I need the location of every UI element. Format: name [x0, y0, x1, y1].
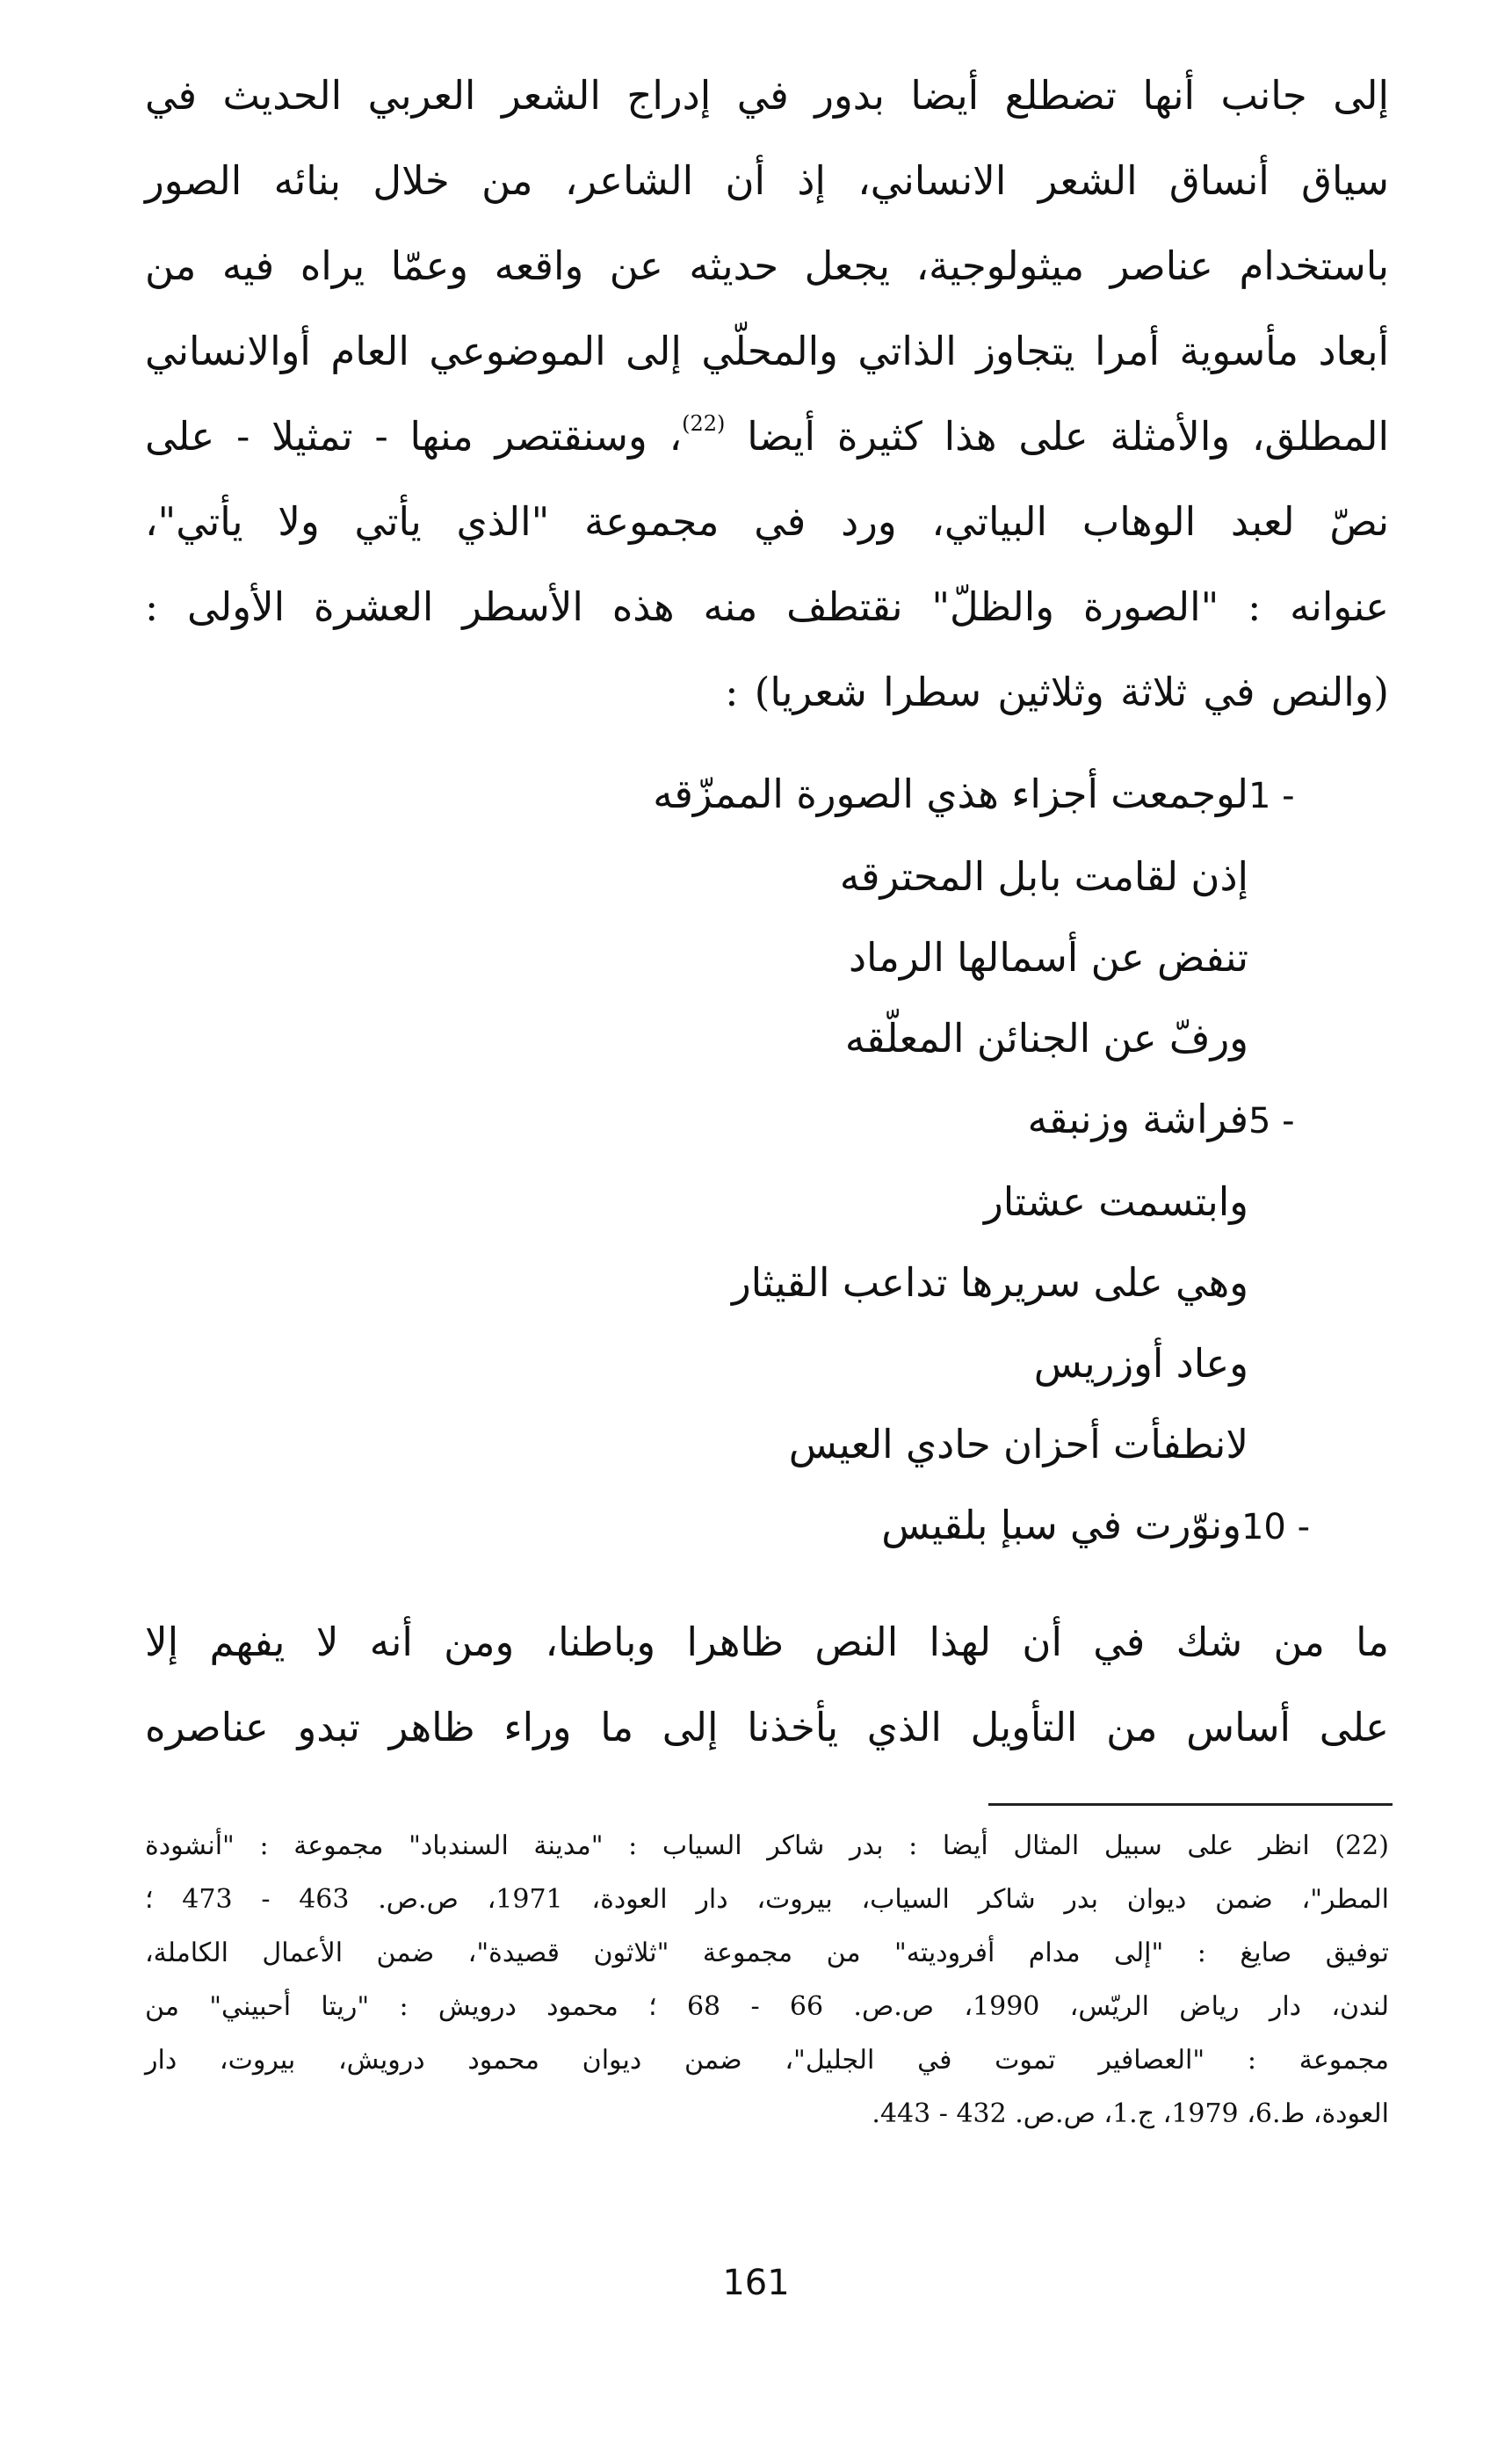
body-line-with-note — [145, 394, 1389, 479]
body-line: إلى جانب أنها تضطلع أيضا بدور في إدراج الشعر العربي الحديث في — [145, 72, 1389, 119]
footnote-line: مجموعة : "العصافير تموت في الجليل"، ضمن ديوان محمود درويش، بيروت، دار — [145, 2045, 1389, 2076]
poem-verse — [519, 754, 1310, 837]
verse-text: ورفّ عن الجنائن المعلّقه — [844, 1015, 1248, 1062]
body-fragment: المطلق، والأمثلة على هذا كثيرة أيضا — [747, 413, 1389, 460]
verse-number: 1 - — [1248, 776, 1295, 816]
body-line: باستخدام عناصر ميثولوجية، يجعل حديثه عن واقعه وعمّا يراه فيه من — [145, 243, 1389, 289]
body-text-bottom — [145, 1599, 1389, 1770]
verse-text: لانطفأت أحزان حادي العيس — [788, 1421, 1248, 1467]
body-text-top — [145, 53, 1389, 735]
footnote-line: توفيق صايغ : "إلى مدام أفروديته" من مجموعة "ثلاثون قصيدة"، ضمن الأعمال الكاملة، — [145, 1938, 1389, 1968]
poem-verse — [519, 1404, 1310, 1485]
footnote-line: المطر"، ضمن ديوان بدر شاكر السياب، بيروت، دار العودة، 1971، ص.ص. 463 - 473 ؛ — [145, 1884, 1389, 1915]
verse-number: 5 - — [1248, 1101, 1295, 1141]
verse-text: وابتسمت عشتار — [983, 1178, 1248, 1225]
page-number: 161 — [722, 2263, 790, 2303]
body-fragment: ، وسنقتصر منها - تمثيلا - على — [145, 413, 683, 460]
verse-text: وهي على سريرها تداعب القيثار — [731, 1259, 1248, 1306]
verse-number: 10 - — [1241, 1507, 1310, 1547]
poem-verse — [519, 1079, 1310, 1162]
body-line: ما من شك في أن لهذا النص ظاهرا وباطنا، ومن أنه لا يفهم إلا — [145, 1619, 1389, 1665]
verse-text: لوجمعت أجزاء هذي الصورة الممزّقه — [653, 771, 1248, 817]
body-line: عنوانه : "الصورة والظلّ" نقتطف منه هذه الأسطر العشرة الأولى : — [145, 583, 1389, 630]
footnote-line: العودة، ط.6، 1979، ج.1، ص.ص. 432 - 443. — [872, 2098, 1389, 2129]
footnote-line: (22) انظر على سبيل المثال أيضا : بدر شاكر السياب : "مدينة السندباد" مجموعة : "أنشودة — [145, 1830, 1389, 1861]
footnote-divider — [988, 1803, 1393, 1806]
body-line: (والنص في ثلاثة وثلاثين سطرا شعريا) : — [725, 669, 1389, 715]
poem-excerpt — [519, 754, 1310, 1568]
body-line: على أساس من التأويل الذي يأخذنا إلى ما وراء ظاهر تبدو عناصره — [145, 1704, 1389, 1750]
verse-text: فراشة وزنبقه — [1027, 1096, 1248, 1142]
poem-verse — [519, 917, 1310, 998]
body-line: نصّ لعبد الوهاب البياتي، ورد في مجموعة "الذي يأتي ولا يأتي"، — [145, 498, 1389, 545]
verse-text: إذن لقامت بابل المحترقه — [839, 853, 1248, 900]
poem-verse — [519, 1323, 1310, 1404]
verse-text: ونوّرت في سبإ بلقيس — [881, 1502, 1241, 1548]
verse-text: تنفض عن أسمالها الرماد — [848, 934, 1248, 981]
poem-verse — [519, 998, 1310, 1079]
footnotes — [145, 1819, 1389, 2141]
footnote-line: لندن، دار رياض الريّس، 1990، ص.ص. 66 - 68 ؛ محمود درويش : "ريتا أحبيني" من — [145, 1991, 1389, 2022]
body-line: سياق أنساق الشعر الانساني، إذ أن الشاعر، من خلال بنائه الصور — [145, 157, 1389, 204]
poem-verse — [519, 837, 1310, 917]
poem-verse — [519, 1485, 1310, 1568]
body-line: أبعاد مأسوية أمرا يتجاوز الذاتي والمحلّي إلى الموضوعي العام أوالانساني — [145, 328, 1389, 374]
poem-verse — [519, 1162, 1310, 1243]
poem-verse — [519, 1243, 1310, 1323]
footnote-ref: (22) — [682, 411, 726, 436]
verse-text: وعاد أوزريس — [1033, 1340, 1248, 1387]
